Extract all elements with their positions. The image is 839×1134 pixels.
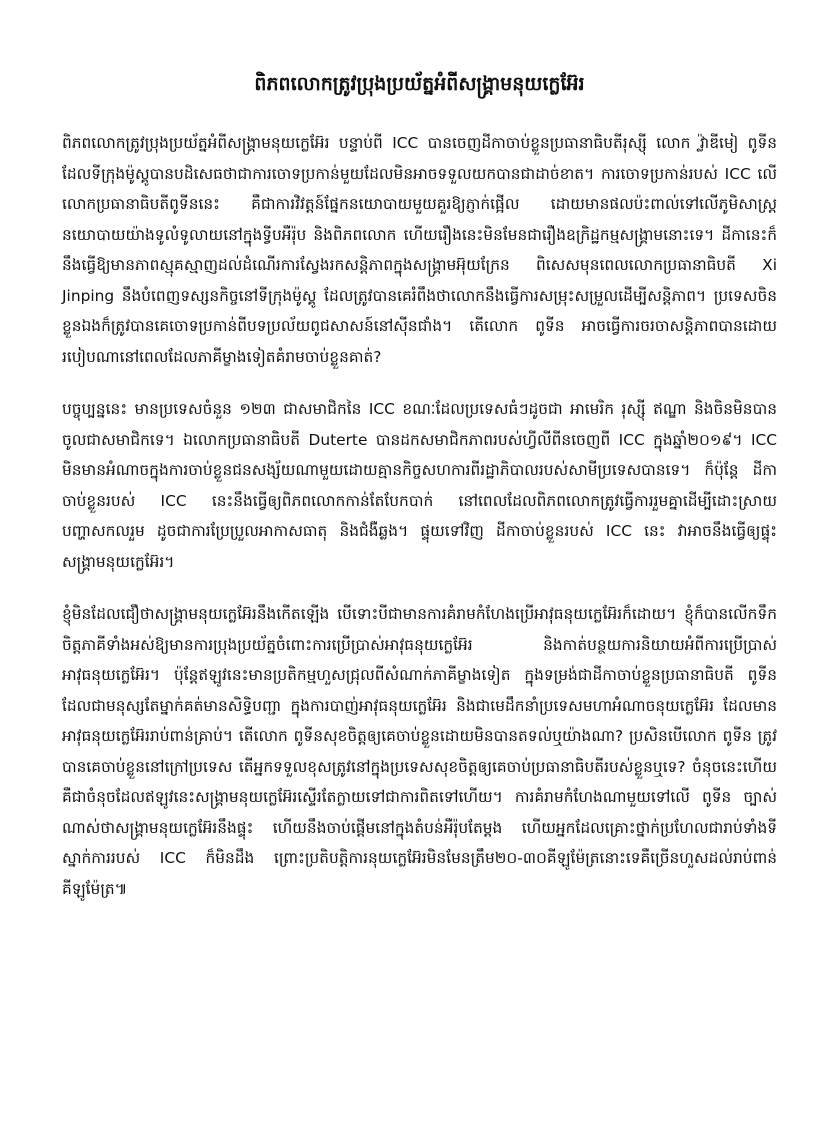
document-title: ពិភពលោកត្រូវប្រុងប្រយ័ត្នអំពីសង្គ្រាមនុយក្លេអ៊ែរ <box>254 73 585 95</box>
paragraph-2: បច្ចុប្បន្ននេះ មានប្រទេសចំនួន ១២៣ ជាសមាជិកនៃ ICC ខណៈដែលប្រទេសធំៗដូចជា អាមេរិក រុស្ស៊ី ឥណ្ឌា និងចិនមិនបានចូលជាសមាជិកទេ។ ឯលោកប្រធានាធិបតី Duterte បានដកសមាជិកភាពរបស់ហ្វីលីពីនចេញពី ICC ក្នុងឆ្នាំ២០១៩។ ICC មិនមានអំណាចក្នុងការចាប់ខ្លួនជនសង្ស័យណាមួយដោយគ្មានកិច្ចសហការពីរដ្ឋាភិបាលរបស់សាមីប្រទេសបានទេ។ ក៏ប៉ុន្តែ ដីកាចាប់ខ្លួនរបស់ ICC នេះនឹងធ្វើឲ្យពិភពលោកកាន់តែបែកបាក់ នៅពេលដែលពិភពលោកត្រូវធ្វើការរួមគ្នាដើម្បីដោះស្រាយបញ្ហាសកលរួម ដូចជាការប្រែប្រួលអាកាសធាតុ និងជំងឺឆ្លង។ ផ្ទុយទៅវិញ ដីកាចាប់ខ្លួនរបស់ ICC នេះ វាអាចនឹងធ្វើឲ្យផ្ទុះសង្គ្រាមនុយក្លេអ៊ែរ។ <box>62 400 777 571</box>
paragraph-3: ខ្ញុំមិនដែលជឿថាសង្គ្រាមនុយក្លេអ៊ែរនឹងកើតឡើង បើទោះបីជាមានការគំរាមកំហែងប្រើអាវុធនុយក្លេអ៊ែរក៏ដោយ។ ខ្ញុំក៏បានលើកទឹកចិត្តភាគីទាំងអស់ឱ្យមានការប្រុងប្រយ័ត្នចំពោះការប្រើប្រាស់អាវុធនុយក្លេអ៊ែរ និងកាត់បន្ថយការនិយាយអំពីការប្រើប្រាស់អាវុធនុយក្លេអ៊ែរ។ ប៉ុន្តែឥឡូវនេះមានប្រតិកម្មហួសជ្រុលពីសំណាក់ភាគីម្ខាងទៀត ក្នុងទម្រង់ជាដីកាចាប់ខ្លួនប្រធានាធិបតី ពូទីន ដែលជាមនុស្សតែម្នាក់គត់មានសិទ្ធិបញ្ជា ក្នុងការបាញ់អាវុធនុយក្លេអ៊ែរ និងជាមេដឹកនាំប្រទេសមហាអំណាចនុយក្លេអ៊ែរ ដែលមានអាវុធនុយក្លេអ៊ែររាប់ពាន់គ្រាប់។ តើលោក ពូទីនសុខចិត្តឲ្យគេចាប់ខ្លួនដោយមិនបានតទល់ឬយ៉ាងណា? ប្រសិនបើលោក ពូទីន ត្រូវបានគេចាប់ខ្លួននៅក្រៅប្រទេស តើអ្នកទទួលខុសត្រូវនៅក្នុងប្រទេសសុខចិត្តឲ្យគេចាប់ប្រធានាធិបតីរបស់ខ្លួនឬទេ? ចំនុចនេះហើយគឺជាចំនុចដែលឥឡូវនេះសង្គ្រាមនុយក្លេអ៊ែរស្ទើរតែក្លាយទៅជាការពិតទៅហើយ។ ការគំរាមកំហែងណាមួយទៅលើ ពូទីន ច្បាស់ណាស់ថាសង្គ្រាមនុយក្លេអ៊ែរនឹងផ្ទុះ ហើយនឹងចាប់ផ្តើមនៅក្នុងតំបន់អឺរ៉ុបតែម្តង ហើយអ្នកដែលគ្រោះថ្នាក់ប្រហែលជារាប់ទាំងទីស្នាក់ការរបស់ ICC ក៏មិនដឹង ព្រោះប្រតិបត្តិការនុយក្លេអ៊ែរមិនមែនត្រឹម២០-៣០គីឡូម៉ែត្រនោះទេគឺច្រើនហួសដល់រាប់ពាន់គីឡូម៉ែត្រ៕ <box>62 605 777 898</box>
paragraph-1: ពិភពលោកត្រូវប្រុងប្រយ័ត្នអំពីសង្គ្រាមនុយក្លេអ៊ែរ បន្ទាប់ពី ICC បានចេញដីកាចាប់ខ្លួនប្រធានាធិបតីរុស្ស៊ី លោក វ្ល៉ាឌីមៀ ពូទីន ដែលទីក្រុងម៉ូស្គូបានបដិសេធថាជាការចោទប្រកាន់មួយដែលមិនអាចទទួលយកបានជាដាច់ខាត។ ការចោទប្រកាន់របស់ ICC លើលោកប្រធានាធិបតីពូទីននេះ គឺជាការវិវត្តន៍ផ្នែកនយោបាយមួយគួរឱ្យភ្ញាក់ផ្អើល ដោយមានផលប៉ះពាល់ទៅលើភូមិសាស្ត្រនយោបាយយ៉ាងទូលំទូលាយនៅក្នុងទ្វីបអឺរ៉ុប និងពិភពលោក ហើយរឿងនេះមិនមែនជារឿងឧក្រិដ្ឋកម្មសង្គ្រាមនោះទេ។ ដីកានេះក៏នឹងធ្វើឱ្យមានភាពស្មុគស្មាញដល់ដំណើរការស្វែងរកសន្តិភាពក្នុងសង្គ្រាមអ៊ុយក្រែន ពិសេសមុនពេលលោកប្រធានាធិបតី Xi Jinping នឹងបំពេញទស្សនកិច្ចនៅទីក្រុងម៉ូស្គូ ដែលត្រូវបានគេរំពឹងថាលោកនឹងធ្វើការសម្រុះសម្រួលដើម្បីសន្តិភាព។ ប្រទេសចិនខ្លួនឯងក៏ត្រូវបានគេចោទប្រកាន់ពីបទប្រល័យពូជសាសន៍នៅស៊ីនជាំង។ តើលោក ពូទីន អាចធ្វើការចរចាសន្តិភាពបានដោយរបៀបណានៅពេលដែលភាគីម្ខាងទៀតគំរាមចាប់ខ្លួនគាត់? <box>62 134 777 366</box>
